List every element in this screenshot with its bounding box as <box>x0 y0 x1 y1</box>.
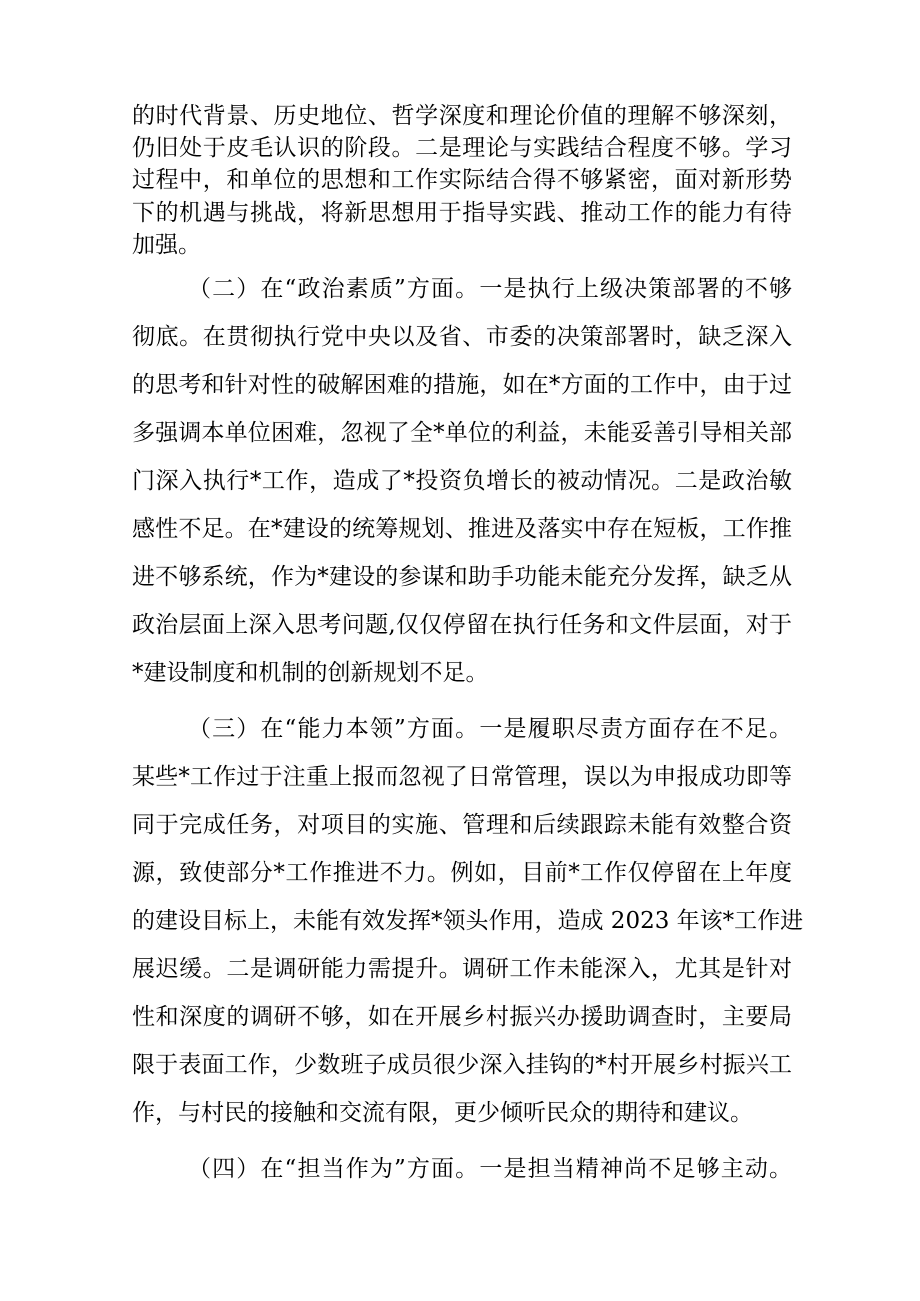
text-line: 的思考和针对性的破解困难的措施，如在*方面的工作中，由于过 <box>132 372 792 398</box>
section-heading-4: （四）在“担当作为”方面。一是担当精神尚不足够主动。 <box>188 1156 792 1182</box>
text-line: 政治层面上深入思考问题,仅仅停留在执行任务和文件层面，对于 <box>132 612 792 638</box>
text-line: 多强调本单位困难，忽视了全*单位的利益，未能妥善引导相关部 <box>132 420 792 446</box>
text-line: 同于完成任务，对项目的实施、管理和后续跟踪未能有效整合资 <box>132 812 792 838</box>
text-line: 加强。 <box>132 232 201 258</box>
text-line: 过程中，和单位的思想和工作实际结合得不够紧密，面对新形势 <box>132 167 792 193</box>
text-line: 下的机遇与挑战，将新思想用于指导实践、推动工作的能力有待 <box>132 200 792 226</box>
text-line: 彻底。在贯彻执行党中央以及省、市委的决策部署时，缺乏深入 <box>132 324 792 350</box>
text-line: 展迟缓。二是调研能力需提升。调研工作未能深入，尤其是针对 <box>132 956 792 982</box>
text-line: 门深入执行*工作，造成了*投资负增长的被动情况。二是政治敏 <box>132 468 792 494</box>
text-line: 限于表面工作，少数班子成员很少深入挂钩的*村开展乡村振兴工 <box>132 1052 792 1078</box>
text-line: *建设制度和机制的创新规划不足。 <box>132 660 489 686</box>
section-heading-3: （三）在“能力本领”方面。一是履职尽责方面存在不足。 <box>188 716 792 742</box>
text-line: 某些*工作过于注重上报而忽视了日常管理，误以为申报成功即等 <box>132 764 792 790</box>
text-line: 的建设目标上，未能有效发挥*领头作用，造成 2023 年该*工作进 <box>132 908 804 934</box>
section-heading-2: （二）在“政治素质”方面。一是执行上级决策部署的不够 <box>188 276 792 302</box>
text-line: 作，与村民的接触和交流有限，更少倾听民众的期待和建议。 <box>132 1100 753 1126</box>
text-line: 感性不足。在*建设的统筹规划、推进及落实中存在短板，工作推 <box>132 516 792 542</box>
text-line: 仍旧处于皮毛认识的阶段。二是理论与实践结合程度不够。学习 <box>132 135 792 161</box>
text-line: 源，致使部分*工作推进不力。例如，目前*工作仅停留在上年度 <box>132 860 792 886</box>
text-line: 性和深度的调研不够，如在开展乡村振兴办援助调查时，主要局 <box>132 1004 792 1030</box>
text-line: 进不够系统，作为*建设的参谋和助手功能未能充分发挥，缺乏从 <box>132 564 792 590</box>
text-line: 的时代背景、历史地位、哲学深度和理论价值的理解不够深刻， <box>132 103 792 129</box>
